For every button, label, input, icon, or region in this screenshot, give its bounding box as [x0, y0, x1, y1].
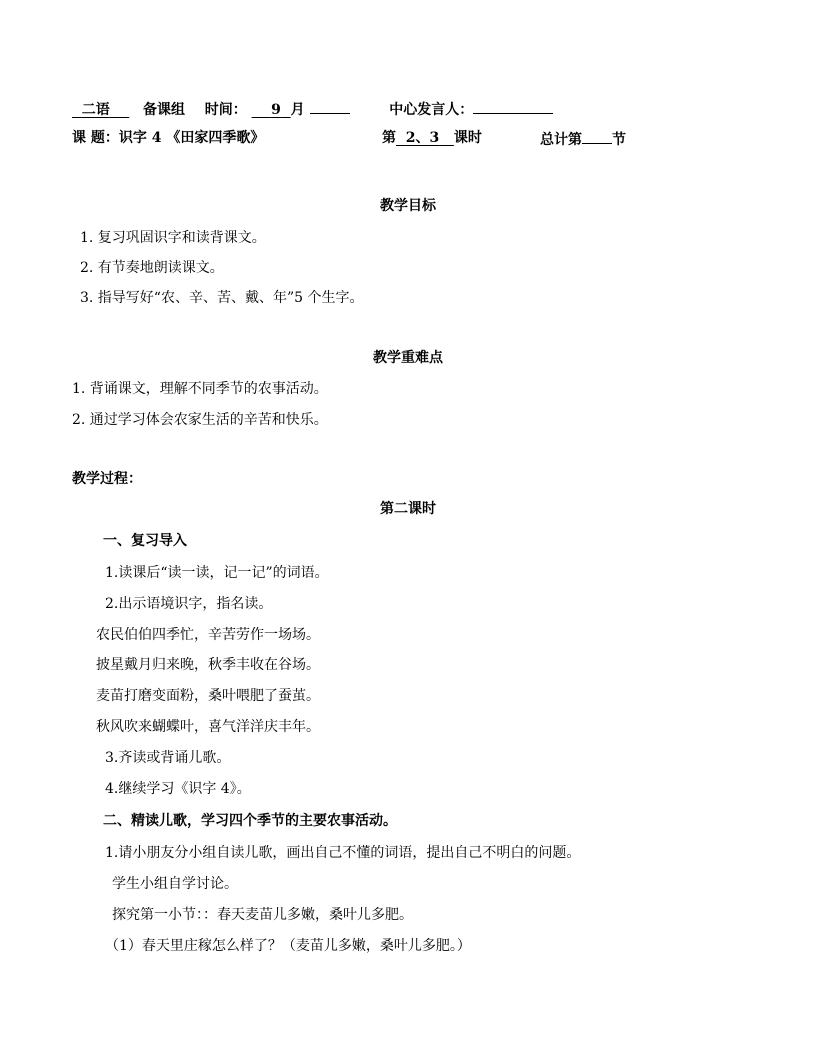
poem-line: 农民伯伯四季忙，辛苦劳作一场场。 [96, 627, 320, 643]
month-value: 9 [271, 102, 281, 118]
difficulties-heading: 教学重难点 [373, 350, 443, 366]
course-line [72, 128, 264, 148]
goal-item: 3. 指导写好“农、辛、苦、戴、年”5 个生字。 [80, 290, 364, 306]
lesson-value: 2、3 [405, 130, 440, 146]
section1-step: 2.出示语境识字，指名读。 [105, 596, 273, 612]
poem-line: 秋风吹来蝴蝶叶，喜气洋洋庆丰年。 [96, 719, 320, 735]
speaker-blank [473, 98, 553, 114]
section1-title: 一、复习导入 [103, 533, 187, 549]
section1-step: 1.读课后“读一读，记一记”的词语。 [105, 565, 329, 581]
header-line [72, 98, 553, 120]
section2-step: 1.请小朋友分小组自读儿歌，画出自己不懂的词语，提出自己不明白的问题。 [105, 845, 581, 861]
difficulty-item: 2. 通过学习体会农家生活的辛苦和快乐。 [72, 412, 328, 428]
day-blank [310, 98, 350, 114]
time-label: 时间： [204, 102, 247, 118]
section1-step: 3.齐读或背诵儿歌。 [105, 750, 231, 766]
section2-question: （1）春天里庄稼怎么样了？（麦苗儿多嫩，桑叶儿多肥。） [105, 938, 471, 954]
section2-title: 二、精读儿歌，学习四个季节的主要农事活动。 [103, 813, 397, 829]
course-title: 课 题：识字 4 《田家四季歌》 [72, 130, 265, 146]
section2-group: 学生小组自学讨论。 [112, 876, 238, 892]
lesson-count: 第 2、3 课时 [382, 130, 482, 146]
poem-line: 麦苗打磨变面粉，桑叶喂肥了蚕茧。 [96, 688, 320, 704]
total-blank [582, 128, 612, 144]
section1-step: 4.继续学习《识字 4》。 [105, 781, 251, 797]
grade-field: 二语 [81, 102, 110, 118]
section2-explore: 探究第一小节：：春天麦苗儿多嫩，桑叶儿多肥。 [112, 907, 413, 923]
speaker-label: 中心发言人： [389, 102, 474, 118]
goal-item: 1. 复习巩固识字和读背课文。 [80, 230, 266, 246]
poem-line: 披星戴月归来晚，秋季丰收在谷场。 [96, 657, 320, 673]
difficulty-item: 1. 背诵课文，理解不同季节的农事活动。 [72, 381, 328, 397]
goal-item: 2. 有节奏地朗读课文。 [80, 260, 224, 276]
process-heading: 教学过程： [72, 471, 142, 487]
lesson-title: 第二课时 [380, 501, 436, 517]
total-count: 总计第 节 [540, 128, 626, 150]
goals-heading: 教学目标 [380, 198, 436, 214]
month-unit: 月 [290, 102, 305, 118]
group-label: 备课组 [143, 102, 185, 118]
